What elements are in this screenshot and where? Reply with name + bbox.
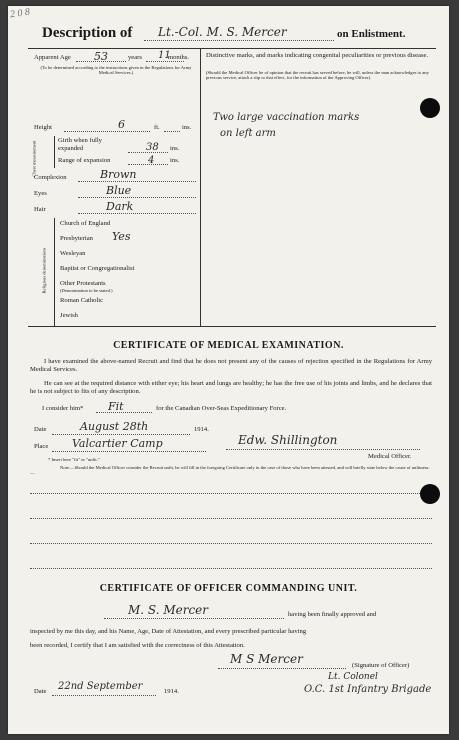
commanding-date-label: Date	[34, 688, 47, 695]
commanding-name-value: M. S. Mercer	[128, 603, 209, 617]
commanding-unit: O.C. 1st Infantry Brigade	[304, 684, 432, 695]
marks-value-1: Two large vaccination marks	[213, 112, 360, 123]
religion-item-baptist: Baptist or Congregationalist	[60, 265, 135, 272]
medical-date-value: August 28th	[80, 420, 149, 433]
religion-item-presbyterian: Presbyterian	[60, 235, 93, 242]
medical-para-2: He can see at the required distance with either eye; his heart and lungs are healthy; he has the free use of his joints and limbs, and he declares that he is not subject to fits of any description.	[30, 380, 432, 395]
chest-side-label: Chest measurement	[31, 140, 37, 177]
margin-note: 2 0 8	[9, 6, 31, 21]
hair-value: Dark	[106, 200, 134, 213]
height-label: Height	[34, 124, 52, 131]
height-ins: ins.	[182, 124, 192, 131]
eyes-label: Eyes	[34, 190, 47, 197]
medical-officer-label: Medical Officer.	[368, 453, 412, 460]
religion-item-jewish: Jewish	[60, 312, 78, 319]
attestation-paper	[8, 6, 449, 734]
religion-item-church-of-england: Church of England	[60, 220, 111, 227]
girth-unit: ins.	[170, 145, 180, 152]
months-label: months.	[168, 54, 190, 61]
place-value: Valcartier Camp	[72, 437, 163, 450]
range-unit: ins.	[170, 157, 180, 164]
medical-officer-signature: Edw. Shillington	[238, 433, 338, 447]
consider-suffix: for the Canadian Over-Seas Expeditionary Force.	[156, 405, 287, 412]
range-label: Range of expansion	[58, 157, 111, 164]
punch-hole-bottom	[420, 484, 440, 504]
medical-heading: CERTIFICATE OF MEDICAL EXAMINATION.	[113, 340, 344, 351]
complexion-label: Complexion	[34, 174, 67, 181]
religion-item-other-protestants: Other Protestants	[60, 280, 106, 287]
eyes-value: Blue	[106, 184, 132, 197]
medical-date-year: 1914.	[194, 426, 209, 433]
medical-date-label: Date	[34, 426, 47, 433]
marks-label: Distinctive marks, and marks indicating congenital peculiarities or previous disease.	[206, 52, 429, 59]
age-months-value: 11	[158, 50, 171, 61]
religion-side-label: Religious denominations	[41, 247, 47, 294]
place-label: Place	[34, 443, 49, 450]
commanding-date-year: 1914.	[164, 688, 179, 695]
marks-note: (Should the Medical Officer be of opinion that the recruit has served before, he will, unless the man acknowledges to any previous service, attach a slip to that effect, for the information of the Approving Officer).	[206, 70, 429, 81]
marks-value-2: on left arm	[220, 128, 276, 139]
height-value: 6	[118, 118, 125, 131]
commanding-heading: CERTIFICATE OF OFFICER COMMANDING UNIT.	[99, 583, 358, 594]
punch-hole-top	[420, 98, 440, 118]
commanding-rank: Lt. Colonel	[328, 672, 378, 682]
hair-label: Hair	[34, 206, 46, 213]
commanding-signature: M S Mercer	[230, 652, 303, 666]
girth-label: Girth when fully expanded	[58, 137, 102, 152]
religion-item-roman-catholic: Roman Catholic	[60, 297, 104, 304]
medical-para-1: I have examined the above-named Recruit and find that he does not present any of the causes of rejection specified in the Regulations for Army Medical Services.	[30, 358, 432, 373]
religion-item-wesleyan: Wesleyan	[60, 250, 86, 257]
recruit-name: Lt.-Col. M. S. Mercer	[158, 25, 287, 39]
years-label: years	[128, 54, 142, 61]
range-value: 4	[148, 155, 155, 166]
medical-footnote: * Insert here "fit" or "unfit."	[48, 457, 100, 462]
commanding-date-value: 22nd September	[58, 681, 143, 692]
commanding-signature-label: (Signature of Officer)	[352, 662, 410, 669]
complexion-value: Brown	[100, 168, 137, 181]
commanding-line-2: inspected by me this day, and his Name, Age, Date of Attestation, and every prescribed particular having	[30, 628, 307, 635]
medical-note: Note.—Should the Medical Officer consider the Recruit unfit, he will fill in the foregoing Certificate only in the case of those who have been attested, and will briefly state below the cause of unfitness:—	[30, 465, 430, 476]
religion-other-note: (Denomination to be stated.)	[60, 288, 113, 293]
presbyterian-value: Yes	[112, 230, 131, 243]
description-title: Description of	[42, 25, 133, 41]
girth-value: 38	[146, 142, 159, 153]
age-label: Apparent Age	[34, 54, 71, 61]
age-note: (To be determined according to the instructions given in the Regulations for Army Medical Services.)	[40, 65, 192, 76]
consider-value: Fit	[108, 400, 124, 413]
consider-prefix: I consider him*	[42, 405, 84, 412]
commanding-line-1-suffix: having been finally approved and	[288, 611, 377, 618]
height-ft: ft.	[154, 124, 160, 131]
description-suffix: on Enlistment.	[337, 28, 406, 40]
commanding-line-3: been recorded, I certify that I am satisfied with the correctness of this Attestation.	[30, 642, 245, 649]
age-years-value: 53	[94, 50, 108, 63]
